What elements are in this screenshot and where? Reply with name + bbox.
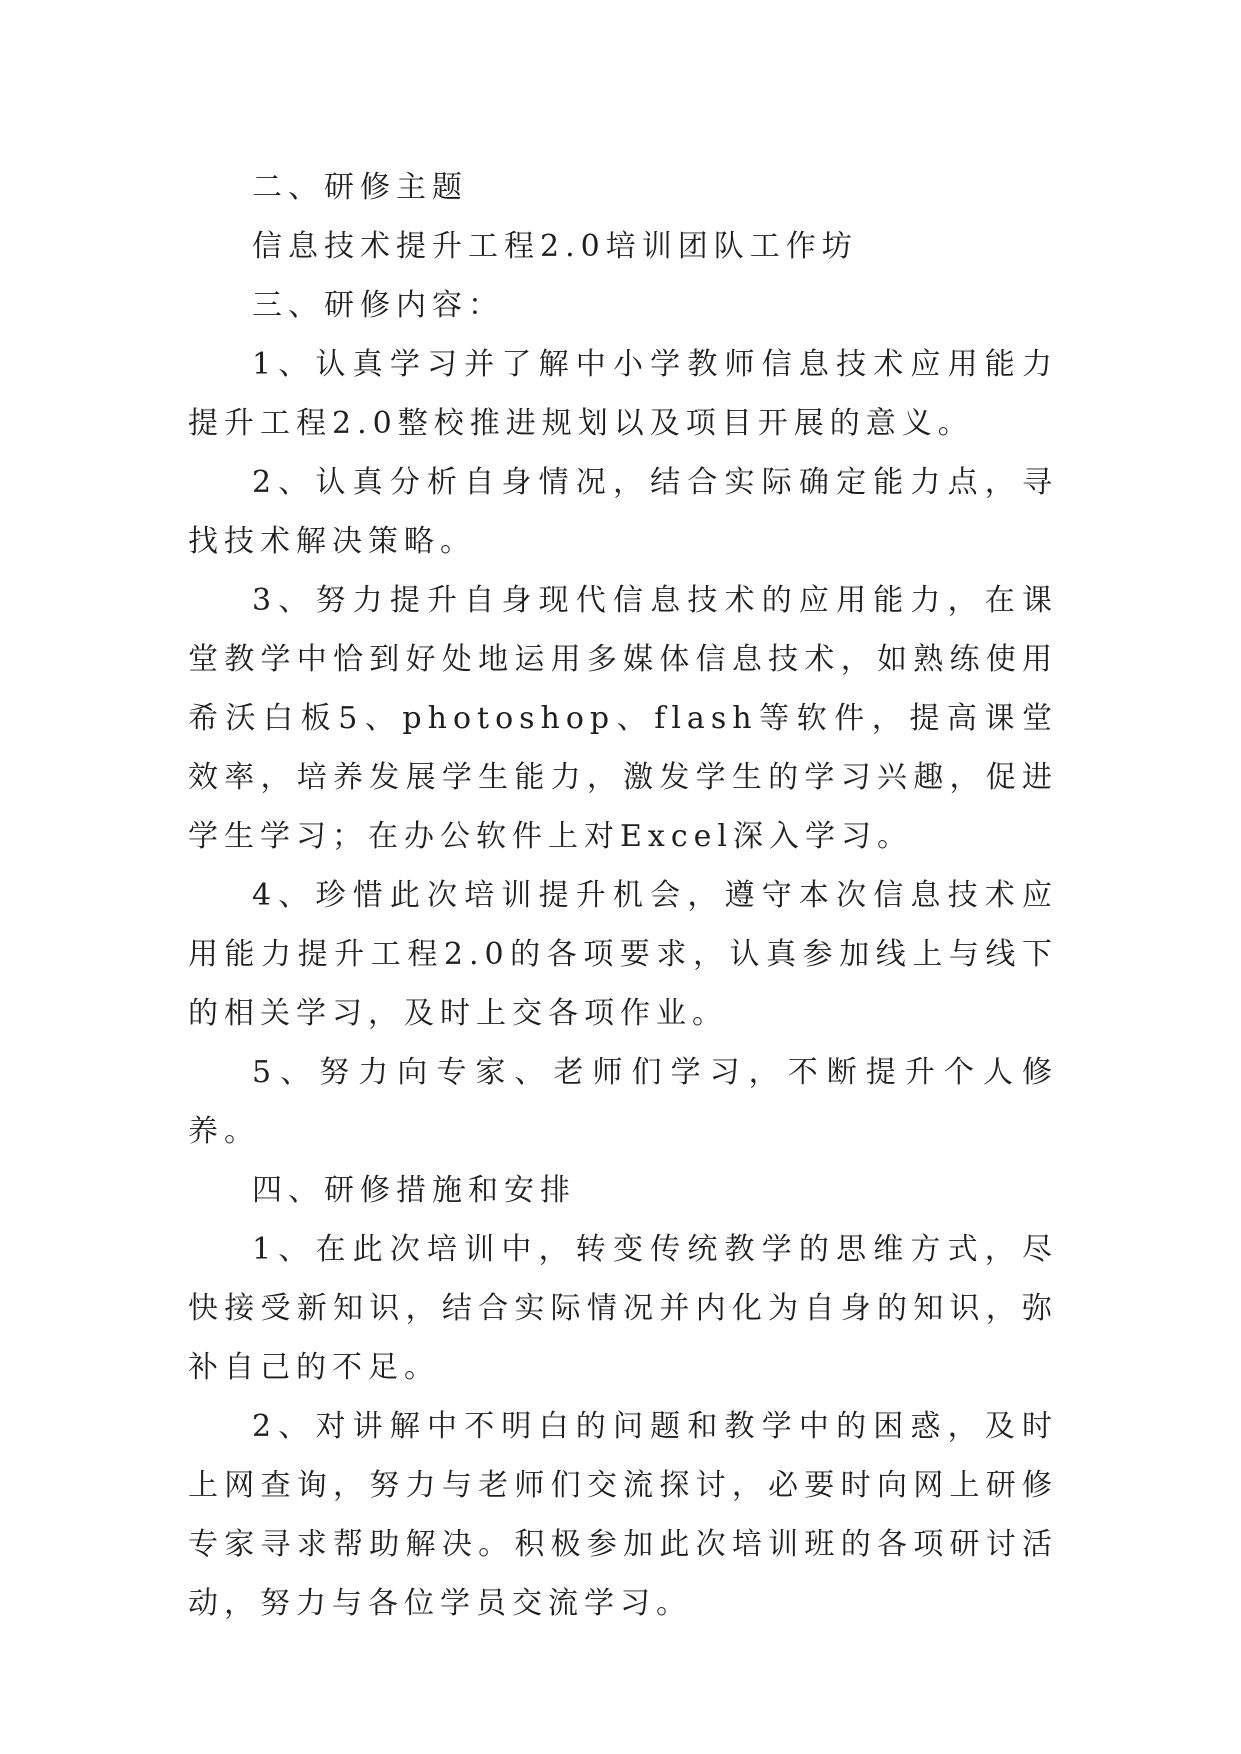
measure-item-2: 2、对讲解中不明白的问题和教学中的困惑，及时上网查询，努力与老师们交流探讨，必要时向网上研修专家寻求帮助解决。积极参加此次培训班的各项研讨活动，努力与各位学员交流学习。 <box>188 1409 1058 1621</box>
content-item-1: 1、认真学习并了解中小学教师信息技术应用能力提升工程2.0整校推进规划以及项目开展的意义。 <box>188 347 1058 441</box>
section-heading-measures: 四、研修措施和安排 <box>252 1173 576 1208</box>
measure-item-1: 1、在此次培训中，转变传统教学的思维方式，尽快接受新知识，结合实际情况并内化为自身的知识，弥补自己的不足。 <box>188 1232 1058 1385</box>
content-item-3: 3、努力提升自身现代信息技术的应用能力，在课堂教学中恰到好处地运用多媒体信息技术，如熟练使用希沃白板5、photoshop、flash等软件，提高课堂效率，培养发展学生能力，激发学生的学习兴趣，促进学生学习；在办公软件上对Excel深入学习。 <box>188 583 1058 854</box>
theme-text: 信息技术提升工程2.0培训团队工作坊 <box>252 229 858 264</box>
section-heading-theme: 二、研修主题 <box>252 170 468 205</box>
content-item-5: 5、努力向专家、老师们学习，不断提升个人修养。 <box>188 1055 1058 1149</box>
document-body <box>188 158 1058 1633</box>
section-heading-content: 三、研修内容： <box>252 288 504 323</box>
content-item-2: 2、认真分析自身情况，结合实际确定能力点，寻找技术解决策略。 <box>188 465 1058 559</box>
content-item-4: 4、珍惜此次培训提升机会，遵守本次信息技术应用能力提升工程2.0的各项要求，认真参加线上与线下的相关学习，及时上交各项作业。 <box>188 878 1058 1031</box>
